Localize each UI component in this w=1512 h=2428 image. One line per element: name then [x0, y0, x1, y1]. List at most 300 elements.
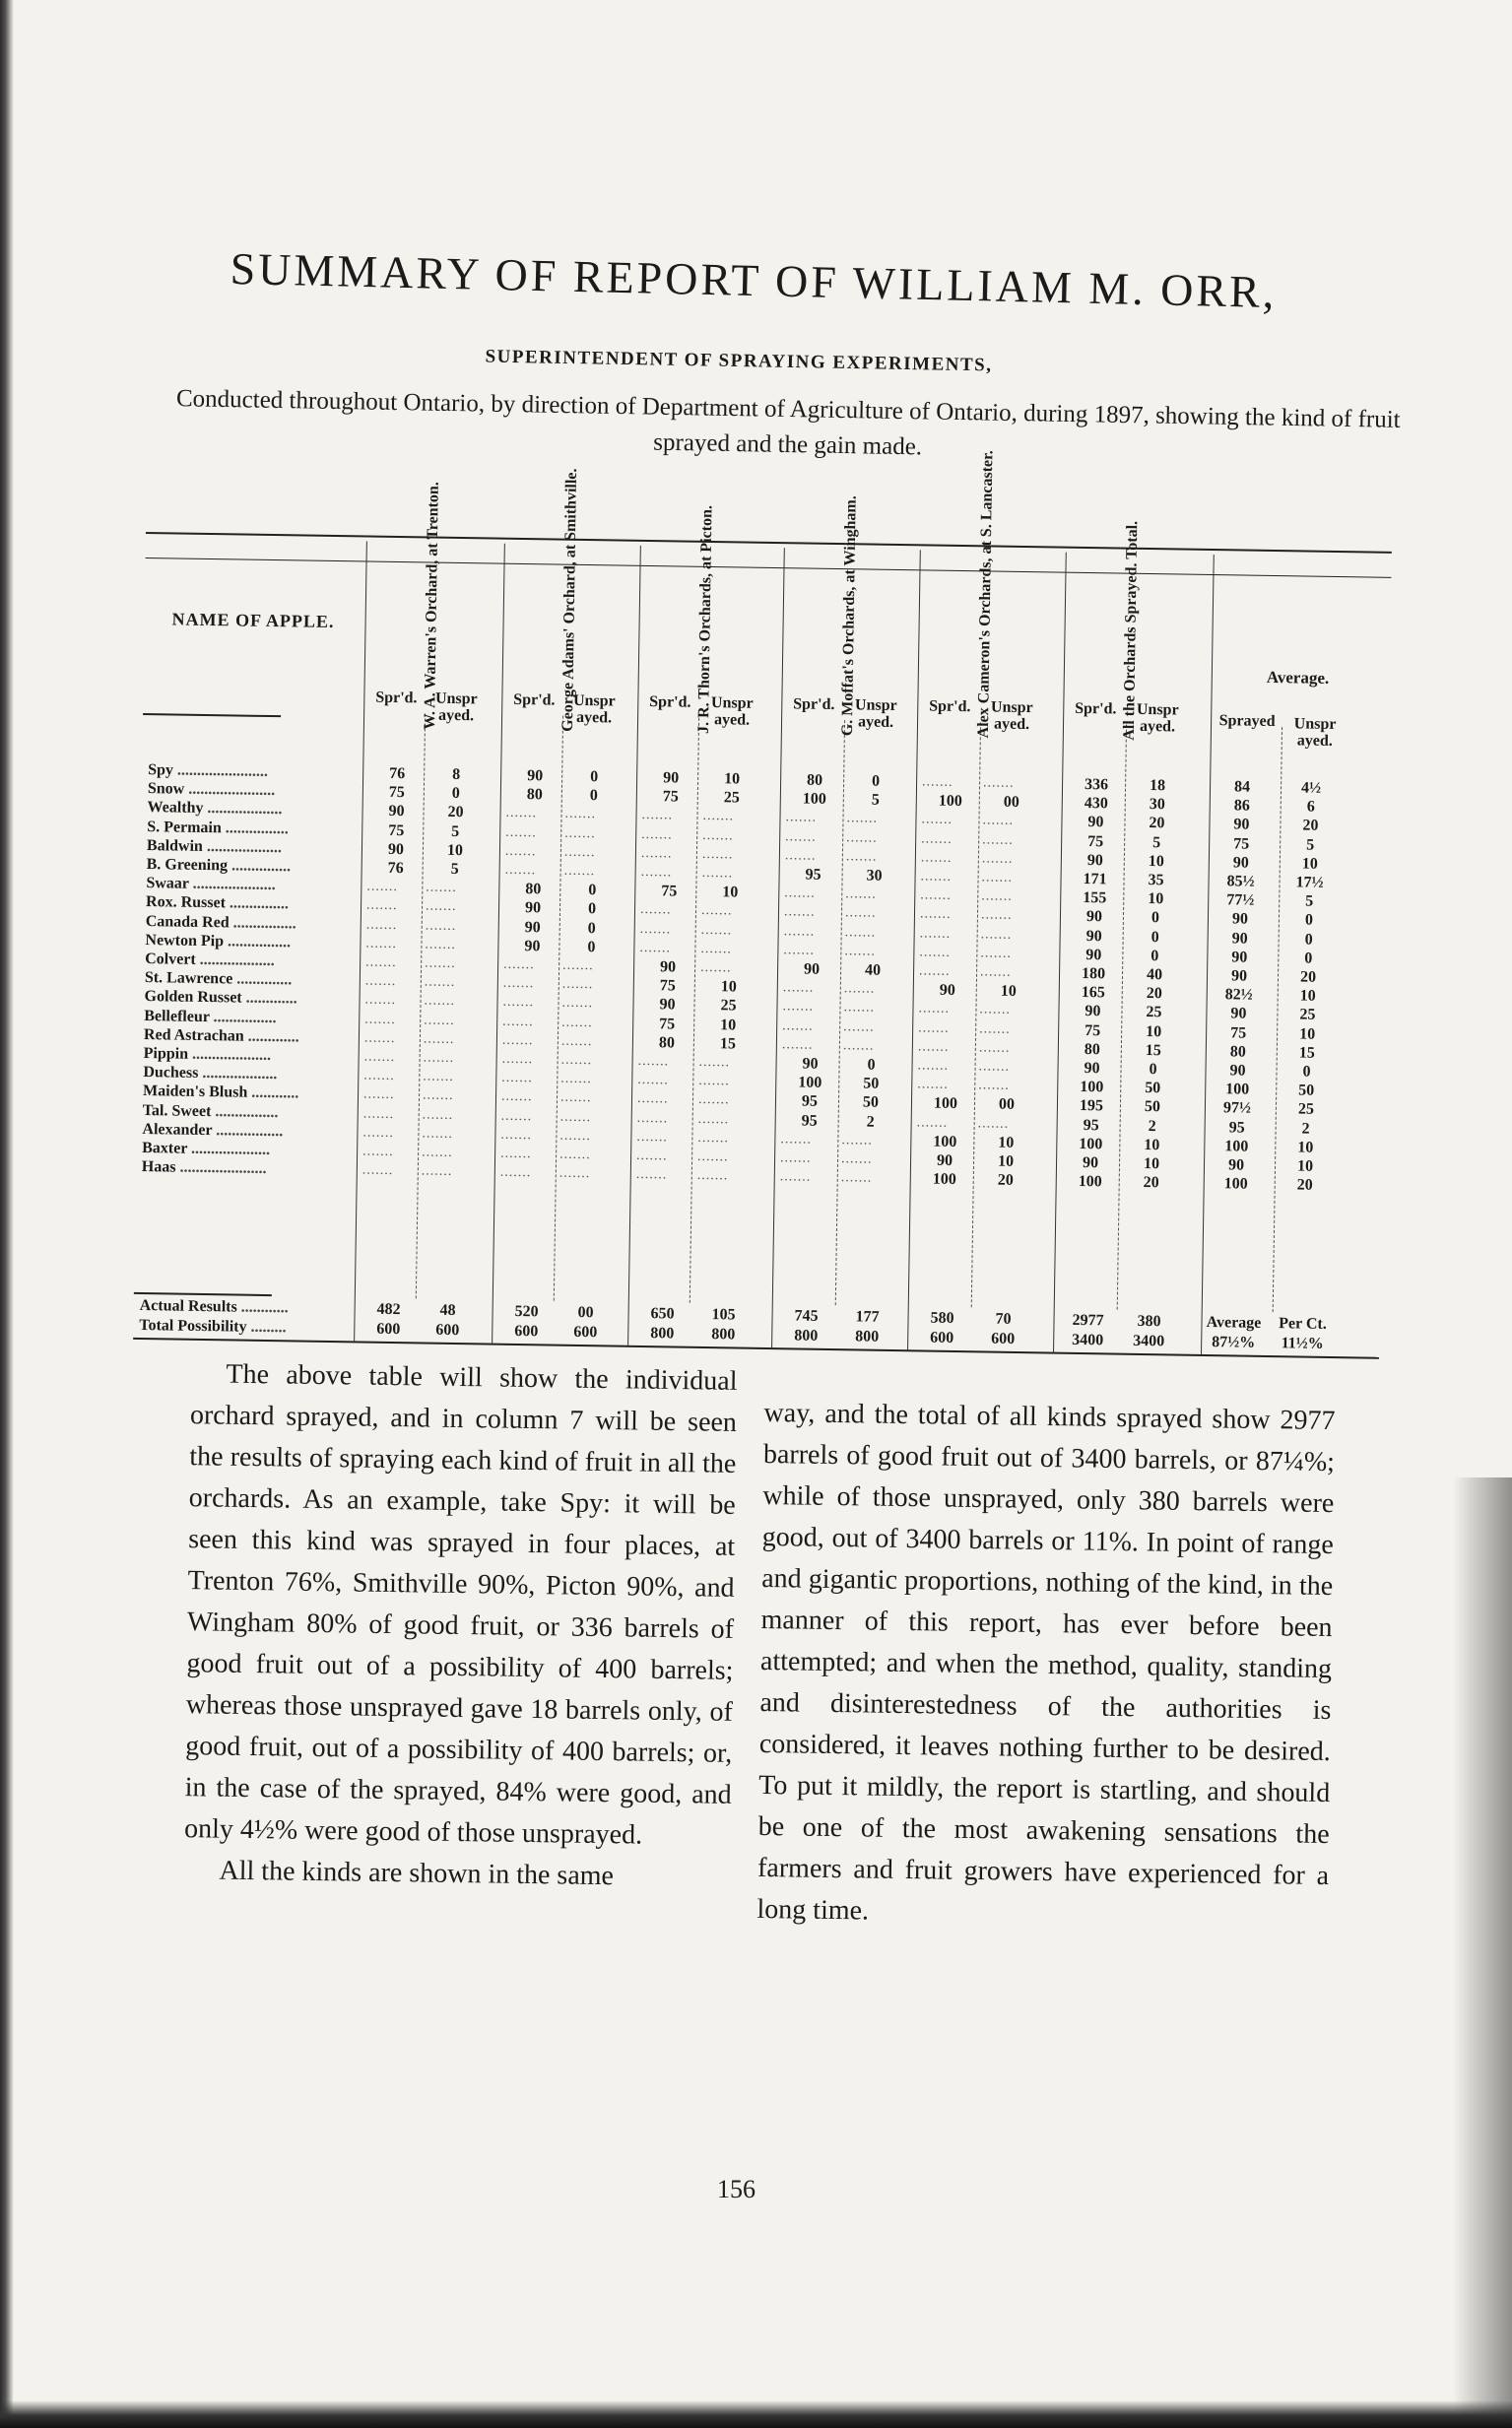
empty-cell-dots: .......: [697, 1111, 730, 1127]
table-cell: 90: [1230, 1005, 1247, 1023]
row-name: Spy: [148, 761, 174, 779]
empty-cell-dots: .......: [640, 864, 673, 881]
table-cell: 50: [863, 1075, 880, 1092]
leader-dots: ................: [211, 1102, 279, 1121]
table-cell: 100: [932, 1170, 956, 1189]
empty-cell-dots: .......: [560, 1071, 592, 1087]
table-cell: 580: [930, 1309, 954, 1327]
empty-cell-dots: .......: [978, 1078, 1010, 1094]
table-cell: 100: [1225, 1081, 1250, 1098]
table-cell: 90: [1085, 927, 1102, 945]
empty-cell-dots: .......: [919, 945, 952, 960]
table-top-rule: [146, 532, 1392, 554]
empty-cell-dots: .......: [921, 812, 953, 828]
empty-cell-dots: .......: [635, 1148, 668, 1164]
average-sprayed-subheader: Sprayed: [1218, 712, 1276, 731]
empty-cell-dots: .......: [424, 993, 456, 1010]
empty-cell-dots: .......: [562, 957, 594, 974]
row-name: Baxter: [142, 1140, 188, 1157]
table-cell: 100: [802, 790, 826, 809]
table-cell: 50: [862, 1093, 880, 1112]
empty-cell-dots: .......: [697, 1130, 730, 1147]
table-cell: 180: [1081, 964, 1106, 983]
empty-cell-dots: .......: [641, 808, 674, 823]
empty-cell-dots: .......: [918, 963, 951, 979]
table-cell: 380: [1137, 1312, 1161, 1331]
empty-cell-dots: .......: [700, 959, 732, 976]
table-cell: 20: [1299, 968, 1317, 986]
paragraph-left-2: All the kinds are shown in the same: [219, 1855, 615, 1892]
empty-cell-dots: .......: [920, 869, 953, 885]
empty-cell-dots: .......: [701, 865, 734, 882]
empty-cell-dots: .......: [981, 870, 1014, 886]
empty-cell-dots: .......: [920, 850, 953, 866]
leader-dots: .........: [246, 1318, 287, 1337]
empty-cell-dots: .......: [785, 810, 818, 826]
empty-cell-dots: .......: [980, 946, 1013, 961]
table-row-label: [142, 1157, 359, 1180]
empty-cell-dots: .......: [783, 923, 816, 940]
average-header: Average.: [1266, 667, 1330, 688]
table-cell: 171: [1083, 870, 1107, 888]
empty-cell-dots: .......: [844, 924, 877, 941]
table-cell: 800: [794, 1327, 819, 1345]
empty-cell-dots: .......: [505, 806, 538, 821]
table-cell: 600: [376, 1320, 401, 1339]
empty-cell-dots: .......: [637, 1053, 670, 1070]
table-cell: 10: [1000, 982, 1017, 1001]
row-name: Haas: [141, 1158, 176, 1176]
empty-cell-dots: .......: [425, 955, 456, 971]
table-cell: 40: [1146, 966, 1163, 984]
empty-cell-dots: .......: [843, 1000, 876, 1017]
unsprayed-subheader: Unspr ayed.: [1136, 700, 1179, 736]
empty-cell-dots: .......: [980, 907, 1013, 924]
table-cell: 10: [1297, 1139, 1314, 1156]
table-cell: 430: [1084, 795, 1108, 813]
row-name: St. Lawrence: [144, 969, 233, 988]
table-cell: 75: [388, 784, 406, 802]
empty-cell-dots: .......: [640, 845, 673, 862]
sprayed-subheader: Spr'd.: [649, 693, 691, 711]
name-of-apple-header: NAME OF APPLE.: [171, 609, 335, 632]
table-cell: 90: [387, 840, 405, 858]
table-cell: 80: [1229, 1043, 1246, 1061]
table-cell: 745: [794, 1307, 819, 1325]
empty-cell-dots: .......: [422, 1107, 454, 1123]
empty-cell-dots: .......: [844, 905, 877, 922]
table-cell: 90: [1233, 816, 1250, 834]
leader-dots: ................: [229, 913, 296, 933]
empty-cell-dots: .......: [423, 1069, 454, 1085]
table-cell: 80: [806, 771, 823, 789]
row-name: Newton Pip: [145, 931, 225, 951]
table-cell: 5: [871, 791, 880, 809]
empty-cell-dots: .......: [559, 1109, 592, 1125]
empty-cell-dots: .......: [840, 1170, 873, 1186]
empty-cell-dots: .......: [363, 1068, 395, 1084]
table-cell: 2: [866, 1113, 875, 1131]
empty-cell-dots: .......: [845, 849, 878, 865]
row-name: Swaar: [146, 875, 189, 892]
row-name: Pippin: [143, 1045, 189, 1063]
table-cell: 25: [723, 789, 740, 807]
table-cell: 90: [524, 937, 541, 955]
empty-cell-dots: .......: [364, 992, 397, 1009]
empty-cell-dots: .......: [426, 880, 457, 896]
table-cell: 600: [514, 1322, 539, 1341]
table-cell: 20: [997, 1171, 1014, 1190]
empty-cell-dots: .......: [424, 1013, 455, 1028]
table-cell: 90: [524, 918, 541, 936]
empty-cell-dots: .......: [920, 887, 952, 904]
empty-cell-dots: .......: [365, 954, 397, 971]
table-cell: 0: [1304, 911, 1314, 930]
table-cell: 2: [1301, 1120, 1310, 1138]
empty-cell-dots: .......: [698, 1054, 731, 1071]
empty-cell-dots: .......: [365, 897, 398, 914]
table-cell: 482: [376, 1300, 401, 1319]
table-cell: 3400: [1133, 1332, 1165, 1350]
table-cell: 10: [1299, 1025, 1316, 1043]
empty-cell-dots: .......: [425, 937, 457, 952]
table-cell: 20: [1302, 817, 1319, 835]
table-cell: 76: [389, 764, 406, 783]
leader-dots: ....................: [187, 1045, 272, 1065]
leader-dots: ..............: [232, 970, 293, 989]
table-cell: 30: [1149, 796, 1165, 814]
empty-cell-dots: .......: [560, 1033, 593, 1049]
table-cell: 00: [577, 1303, 594, 1322]
right-column: [756, 1393, 1336, 1938]
empty-cell-dots: .......: [782, 999, 815, 1016]
leader-dots: ................: [221, 819, 289, 837]
row-name: Alexander: [142, 1120, 213, 1139]
table-cell: 8: [452, 765, 461, 784]
table-cell: 75: [662, 788, 679, 806]
table-cell: 15: [1298, 1044, 1315, 1062]
table-cell: 520: [514, 1302, 539, 1321]
empty-cell-dots: .......: [784, 886, 816, 901]
empty-cell-dots: .......: [840, 1151, 873, 1167]
empty-cell-dots: .......: [505, 824, 537, 840]
sprayed-subheader: Spr'd.: [513, 690, 556, 709]
empty-cell-dots: .......: [916, 1114, 949, 1131]
orchard-header: W. A. Warren's Orchard, at Trenton.: [421, 482, 442, 730]
table-cell: 00: [1003, 793, 1019, 812]
table-cell: 80: [658, 1034, 676, 1052]
empty-cell-dots: .......: [782, 1017, 814, 1034]
table-cell: 10: [997, 1152, 1015, 1170]
table-cell: 4½: [1300, 779, 1322, 797]
table-cell: 100: [1223, 1175, 1248, 1193]
table-header-rule-2: [146, 558, 1392, 578]
empty-cell-dots: .......: [500, 1108, 533, 1124]
table-cell: 0: [587, 938, 596, 956]
table-cell: 10: [1146, 1022, 1162, 1040]
table-cell: 0: [1304, 950, 1313, 967]
table-cell: 90: [1086, 851, 1104, 870]
table-cell: 0: [587, 900, 597, 918]
table-cell: 25: [720, 997, 737, 1015]
table-cell: 10: [1148, 890, 1164, 908]
paragraph-right: way, and the total of all kinds sprayed show 2977 barrels of good fruit out of 3400 barrels, or 87¼%; while of those unsprayed, only 380 barrels were good, out of 3400 barrels or 11%. In point of range and gigantic proportions, nothing of the kind, in the manner of this report, has ever before been attempted; and when the method, quality, standing and disinterestedness of the authorities is considered, it leaves nothing further to be desired. To put it mildly, the report is startling, and should be one of the most awakening sensations the farmers and fruit growers have experienced for a long time.: [756, 1397, 1336, 1927]
empty-cell-dots: .......: [425, 898, 457, 915]
table-cell: 177: [855, 1308, 880, 1326]
table-cell: 600: [435, 1321, 460, 1340]
empty-cell-dots: .......: [362, 1086, 395, 1103]
table-cell: 5: [1152, 833, 1161, 851]
table-cell: 100: [933, 1133, 957, 1150]
empty-cell-dots: .......: [846, 811, 879, 827]
empty-cell-dots: .......: [698, 1074, 730, 1089]
empty-cell-dots: .......: [696, 1148, 729, 1165]
table-cell: 90: [1085, 1003, 1101, 1020]
empty-cell-dots: .......: [503, 956, 535, 973]
table-cell: 10: [446, 841, 464, 859]
table-cell: 100: [933, 1095, 958, 1113]
empty-cell-dots: .......: [702, 827, 734, 844]
empty-cell-dots: .......: [362, 1106, 395, 1122]
table-cell: 800: [711, 1326, 736, 1344]
empty-cell-dots: .......: [700, 941, 733, 957]
unsprayed-subheader: Unspr ayed.: [710, 694, 754, 729]
table-cell: 100: [1078, 1173, 1102, 1191]
table-cell: 80: [1084, 1040, 1100, 1059]
empty-cell-dots: .......: [841, 1132, 874, 1148]
empty-cell-dots: .......: [979, 1020, 1011, 1037]
table-cell: 75: [661, 883, 678, 900]
empty-cell-dots: .......: [700, 903, 733, 919]
table-cell: 25: [1299, 1006, 1316, 1024]
table-cell: 82½: [1224, 986, 1253, 1004]
row-name: Canada Red: [145, 912, 230, 931]
row-name: Colvert: [145, 951, 196, 968]
table-cell: 90: [659, 958, 677, 976]
empty-cell-dots: .......: [502, 975, 535, 992]
empty-cell-dots: .......: [500, 1127, 533, 1144]
leader-dots: ................: [223, 933, 292, 952]
row-name: Baldwin: [146, 836, 204, 855]
row-name: Maiden's Blush: [142, 1083, 248, 1102]
table-cell: 0: [1150, 947, 1159, 965]
empty-cell-dots: .......: [363, 1030, 396, 1046]
row-name: Total Possibility: [139, 1316, 247, 1336]
leader-dots: ......................: [184, 780, 276, 800]
leader-dots: ...............: [227, 857, 292, 876]
table-cell: 650: [650, 1305, 675, 1323]
empty-cell-dots: .......: [918, 1019, 950, 1036]
empty-cell-dots: .......: [422, 1087, 454, 1104]
table-cell: 90: [388, 803, 405, 820]
row-name: Snow: [147, 780, 185, 798]
table-cell: 90: [1231, 929, 1248, 948]
empty-cell-dots: .......: [780, 1131, 813, 1148]
table-cell: 80: [525, 881, 542, 898]
empty-cell-dots: .......: [499, 1164, 532, 1181]
empty-cell-dots: .......: [921, 774, 953, 790]
sprayed-subheader: Spr'd.: [1075, 699, 1117, 718]
table-cell: 97½: [1222, 1099, 1252, 1118]
empty-cell-dots: .......: [919, 925, 952, 942]
empty-cell-dots: .......: [363, 1049, 396, 1066]
table-cell: 336: [1084, 776, 1109, 794]
empty-cell-dots: .......: [641, 826, 673, 843]
empty-cell-dots: .......: [917, 1039, 950, 1055]
empty-cell-dots: .......: [504, 862, 537, 879]
empty-cell-dots: .......: [697, 1092, 730, 1108]
empty-cell-dots: .......: [365, 936, 398, 952]
table-cell: 40: [864, 961, 882, 979]
empty-cell-dots: .......: [636, 1110, 669, 1126]
table-cell: 10: [1143, 1154, 1160, 1173]
table-cell: 0: [867, 1056, 876, 1074]
unsprayed-subheader: Unspr ayed.: [572, 691, 616, 727]
leader-dots: ......................: [175, 1158, 267, 1178]
empty-cell-dots: .......: [364, 973, 397, 990]
table-cell: 15: [1145, 1041, 1161, 1060]
table-cell: 20: [447, 804, 464, 821]
empty-cell-dots: .......: [843, 981, 876, 997]
leader-dots: ...................: [202, 837, 283, 857]
leader-dots: ...................: [198, 1065, 278, 1083]
table-cell: 10: [1144, 1136, 1160, 1154]
leader-dots: ...................: [203, 800, 283, 819]
empty-cell-dots: .......: [783, 904, 816, 921]
table-cell: 155: [1083, 889, 1107, 907]
empty-cell-dots: .......: [635, 1167, 668, 1183]
empty-cell-dots: .......: [785, 828, 817, 845]
left-column: [183, 1353, 738, 1899]
table-cell: 75: [1087, 832, 1104, 850]
empty-cell-dots: .......: [918, 1001, 951, 1017]
empty-cell-dots: .......: [782, 980, 815, 996]
table-cell: 0: [451, 785, 460, 803]
table-cell: 90: [1231, 910, 1249, 929]
leader-dots: ............: [247, 1084, 299, 1102]
table-cell: 87½%: [1212, 1334, 1256, 1351]
sprayed-subheader: Spr'd.: [375, 689, 418, 707]
table-cell: 100: [1224, 1138, 1249, 1155]
row-name: Wealthy: [147, 799, 204, 818]
leader-dots: .....................: [188, 875, 276, 894]
table-cell: 10: [998, 1134, 1015, 1151]
table-cell: 90: [802, 1055, 819, 1073]
empty-cell-dots: .......: [980, 926, 1013, 943]
empty-cell-dots: .......: [424, 974, 456, 991]
leader-dots: ............: [236, 1298, 289, 1317]
paragraph-left: The above table will show the individual orchard sprayed, and in column 7 will be seen the results of spraying each kind of fruit in all the orchards. As an example, take Spy: it will be seen this kind was sprayed in four places, at Trenton 76%, Smithville 90%, Picton 90%, and Wingham 80% of good fruit, or 336 barrels of good fruit out of a possibility of 400 barrels; whereas those unsprayed gave 18 barrels only, of good fruit, out of a possibility of 400 barrels; or, in the case of the sprayed, 84% were good, and only 4½% were good of those unsprayed.: [183, 1358, 738, 1851]
table-cell: 20: [1146, 985, 1162, 1003]
empty-cell-dots: .......: [783, 943, 816, 958]
table-cell: 600: [930, 1329, 954, 1346]
orchard-header: G. Moffat's Orchards, at Wingham.: [838, 495, 860, 737]
empty-cell-dots: .......: [978, 1059, 1011, 1075]
table-cell: 10: [1301, 855, 1318, 873]
table-cell: 15: [719, 1035, 737, 1053]
table-cell: 90: [1085, 908, 1103, 926]
empty-cell-dots: .......: [700, 922, 733, 938]
empty-cell-dots: .......: [362, 1144, 394, 1160]
table-cell: 90: [939, 981, 955, 1000]
empty-cell-dots: .......: [917, 1077, 949, 1093]
empty-cell-dots: .......: [979, 1002, 1012, 1018]
empty-cell-dots: .......: [501, 1070, 533, 1086]
table-cell: 30: [866, 867, 883, 885]
table-subhead-rule: [143, 713, 281, 717]
empty-cell-dots: .......: [639, 940, 672, 956]
empty-cell-dots: .......: [702, 809, 735, 824]
table-cell: 0: [1150, 909, 1160, 927]
leader-dots: .............: [243, 1027, 299, 1046]
table-cell: 5: [1306, 836, 1315, 854]
empty-cell-dots: .......: [843, 1018, 875, 1035]
empty-cell-dots: .......: [919, 906, 952, 923]
table-cell: 20: [1296, 1176, 1313, 1194]
page-title: SUMMARY OF REPORT OF WILLIAM M. ORR,: [230, 242, 1278, 318]
table-cell: 0: [587, 919, 596, 937]
empty-cell-dots: .......: [362, 1162, 394, 1179]
empty-cell-dots: .......: [563, 863, 596, 880]
scan-edge-bottom: [0, 2400, 1512, 2428]
empty-cell-dots: .......: [561, 976, 594, 993]
empty-cell-dots: .......: [504, 843, 537, 860]
average-unsprayed-subheader: Unspr ayed.: [1293, 715, 1337, 750]
table-cell: 90: [1232, 854, 1249, 872]
empty-cell-dots: .......: [844, 943, 877, 959]
empty-cell-dots: .......: [846, 829, 878, 846]
leader-dots: ...............: [225, 894, 290, 913]
table-cell: 100: [1079, 1135, 1103, 1153]
table-cell: 0: [590, 768, 599, 786]
row-name: Duchess: [143, 1064, 199, 1083]
empty-cell-dots: .......: [696, 1168, 729, 1184]
table-cell: 50: [1145, 1080, 1161, 1097]
empty-cell-dots: .......: [559, 1128, 592, 1144]
row-name: Golden Russet: [144, 988, 242, 1007]
unsprayed-subheader: Unspr ayed.: [434, 689, 478, 725]
empty-cell-dots: .......: [845, 886, 877, 902]
orchard-header: All the Orchards Sprayed. Total.: [1120, 520, 1142, 741]
table-cell: 10: [720, 1016, 737, 1034]
table-cell: 76: [387, 859, 404, 878]
empty-cell-dots: .......: [701, 846, 734, 863]
table-cell: 90: [1227, 1156, 1245, 1174]
row-name: Bellefleur: [144, 1007, 210, 1025]
table-cell: 90: [1230, 967, 1248, 985]
table-cell: 800: [650, 1325, 675, 1343]
empty-cell-dots: .......: [842, 1037, 875, 1054]
table-row-label: [139, 1316, 356, 1339]
table-cell: 90: [1085, 946, 1102, 964]
empty-cell-dots: .......: [637, 1073, 669, 1088]
leader-dots: ................: [209, 1008, 277, 1026]
table-cell: 0: [589, 787, 598, 805]
table-cell: 75: [659, 1015, 676, 1033]
table-cell: 10: [1148, 852, 1165, 871]
table-cell: 95: [801, 1092, 819, 1111]
table-cell: 75: [659, 977, 676, 995]
empty-cell-dots: .......: [564, 807, 597, 822]
table-cell: 0: [1149, 1061, 1157, 1079]
table-cell: 90: [527, 767, 544, 785]
sprayed-subheader: Spr'd.: [929, 697, 971, 716]
empty-cell-dots: .......: [422, 1126, 454, 1142]
table-cell: 0: [1302, 1063, 1311, 1081]
table-cell: 10: [1299, 987, 1316, 1005]
table-cell: 2977: [1072, 1311, 1104, 1330]
empty-cell-dots: .......: [364, 1012, 396, 1027]
